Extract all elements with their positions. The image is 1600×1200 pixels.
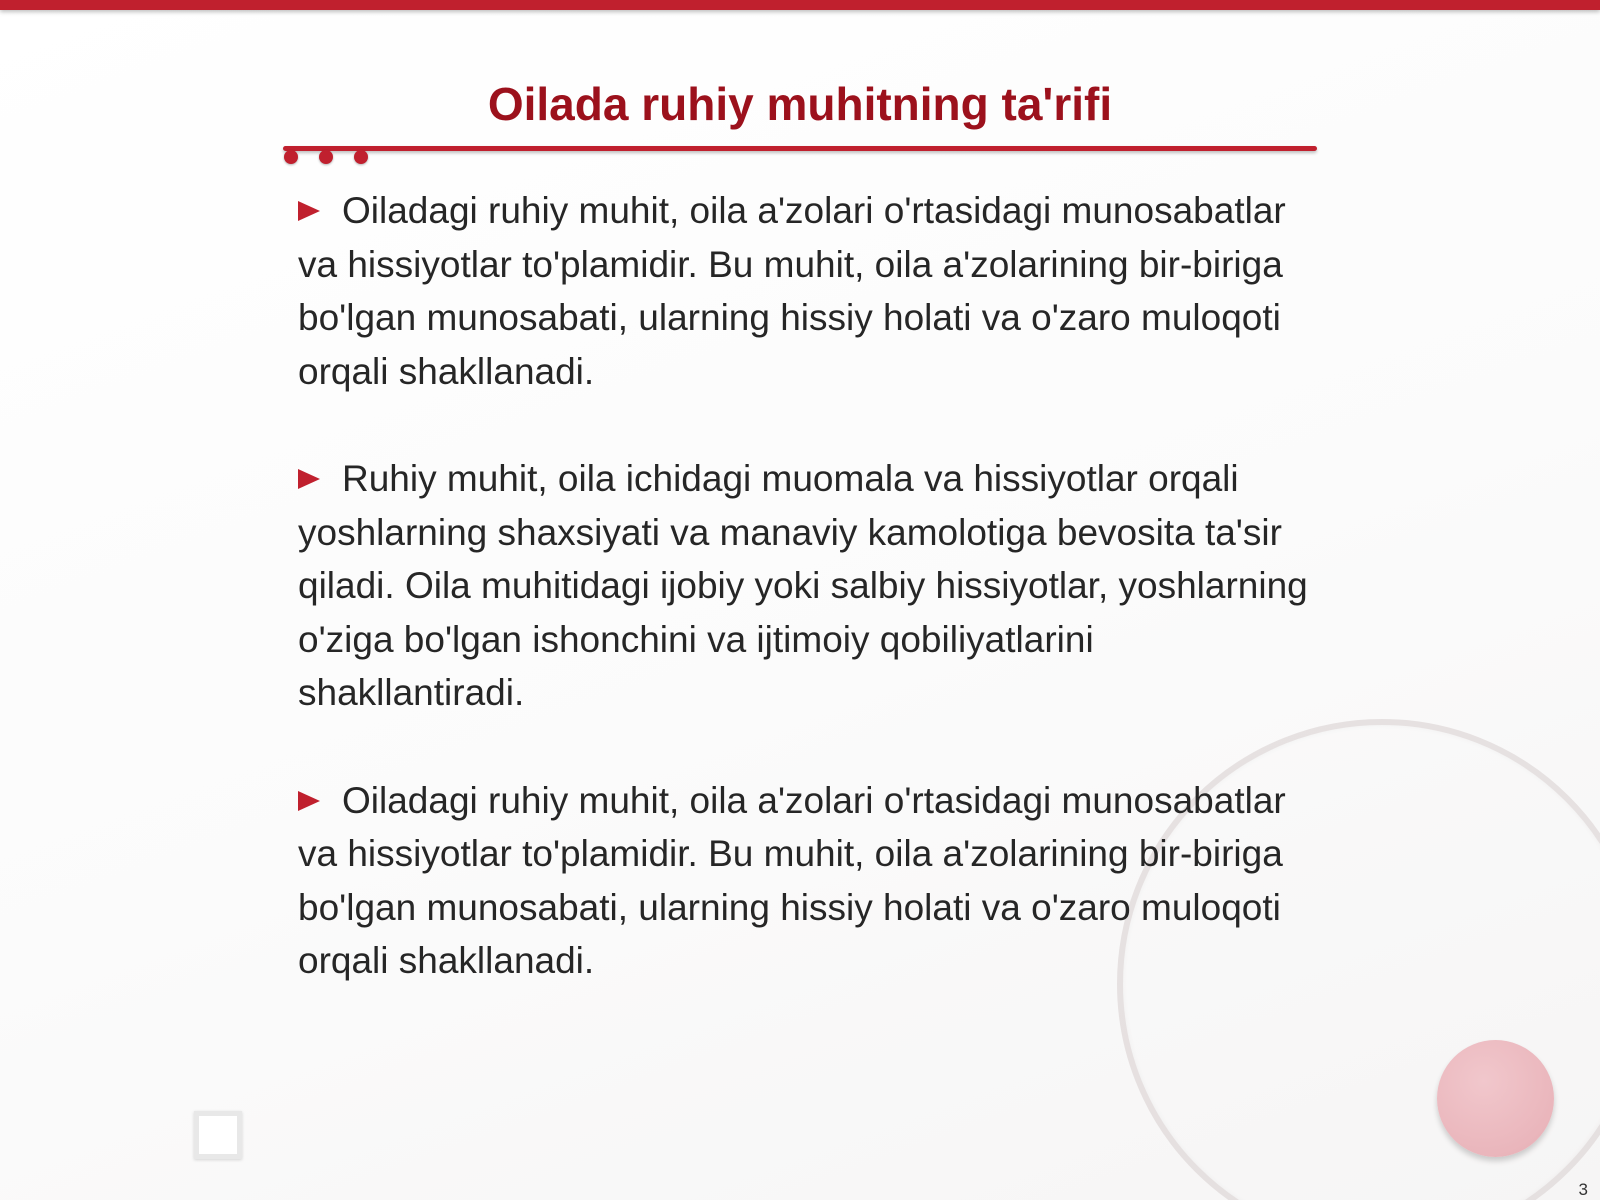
bullet-item [298,184,1308,398]
bullet-item [298,452,1308,720]
triangle-right-icon [298,201,320,221]
slide-number: 3 [1578,1180,1588,1199]
bullet-list [298,184,1308,1042]
bullet-text: Oiladagi ruhiy muhit, oila a'zolari o'rtasidagi munosabatlar va hissiyotlar to'plamidir. Bu muhit, oila a'zolarining bir-biriga bo'lgan munosabati, ularning hissiy holati va o'zaro muloqoti orqali shakllanadi. [298,779,1286,981]
bullet-item [298,774,1308,988]
top-accent-bar [0,0,1600,10]
decorative-pink-circle [1437,1040,1554,1157]
underline-dot [284,150,298,164]
bullet-text: Oiladagi ruhiy muhit, oila a'zolari o'rtasidagi munosabatlar va hissiyotlar to'plamidir. Bu muhit, oila a'zolarining bir-biriga bo'lgan munosabati, ularning hissiy holati va o'zaro muloqoti orqali shakllanadi. [298,190,1286,392]
title-underline [283,146,1317,151]
bullet-text: Ruhiy muhit, oila ichidagi muomala va hissiyotlar orqali yoshlarning shaxsiyati va manaviy kamolotiga bevosita ta'sir qiladi. Oila muhitidagi ijobiy yoki salbiy hissiyotlar, yoshlarning o'ziga bo'lgan ishonchini va ijtimoiy qobiliyatlarini shakllantiradi. [298,458,1308,713]
triangle-right-icon [298,791,320,811]
underline-dot [319,150,333,164]
slide-title: Oilada ruhiy muhitning ta'rifi [487,78,1113,130]
underline-dot [354,150,368,164]
decorative-square [194,1111,242,1159]
triangle-right-icon [298,469,320,489]
